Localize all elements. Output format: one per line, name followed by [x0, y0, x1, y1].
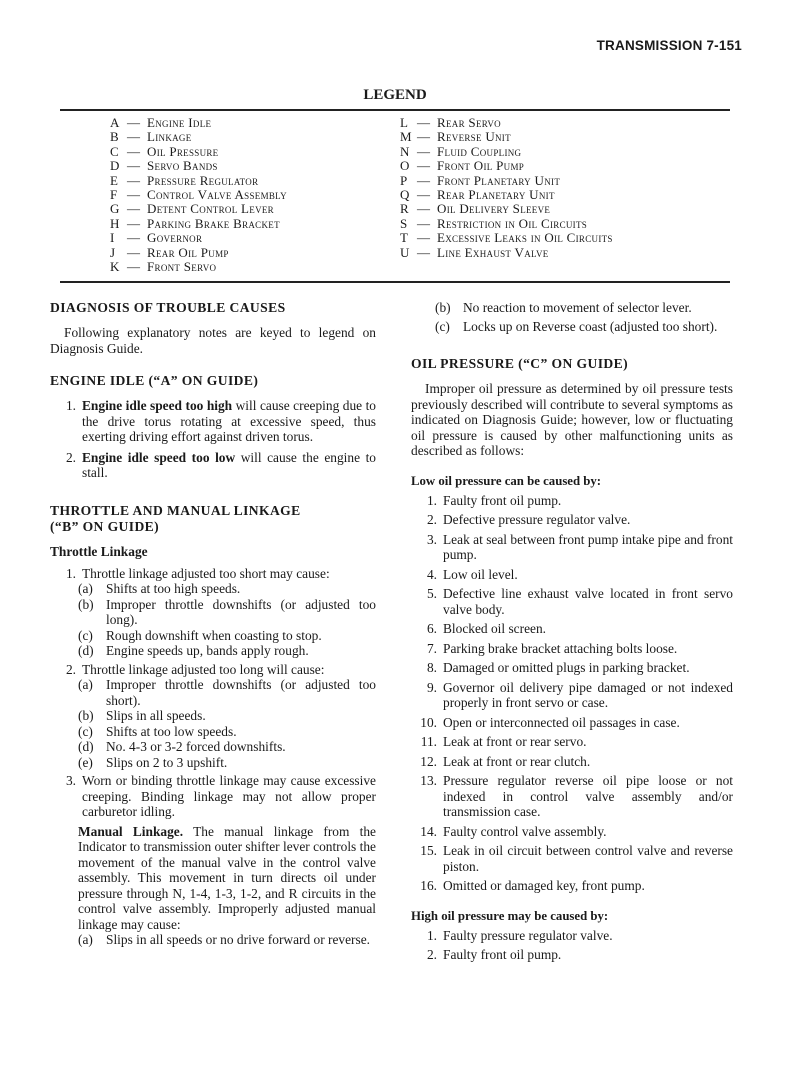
legend-letter: P	[400, 172, 408, 188]
item-text: Governor oil delivery pipe damaged or not indexed properly in front servo or case.	[443, 679, 733, 710]
legend-label: Engine Idle	[147, 115, 212, 130]
sub-item-letter: (c)	[435, 318, 450, 334]
legend-dash: —	[417, 172, 430, 188]
sub-item	[78, 581, 376, 597]
engine-idle-item	[54, 450, 376, 481]
sub-item-text: Shifts at too high speeds.	[106, 581, 241, 596]
legend-entry	[110, 231, 287, 245]
sub-item-letter: (a)	[78, 932, 93, 947]
legend-label: Control Valve Assembly	[147, 187, 287, 203]
sub-item-text: Engine speeds up, bands apply rough.	[106, 643, 309, 658]
sub-item-letter: (b)	[78, 708, 94, 723]
low-pressure-cause	[415, 843, 733, 874]
item-number: 3.	[426, 531, 437, 547]
item-number: 13.	[420, 773, 437, 788]
item-text: Faulty pressure regulator valve.	[443, 927, 613, 943]
legend-label: Front Planetary Unit	[437, 172, 561, 188]
item-number: 15.	[420, 843, 437, 858]
legend-dash: —	[417, 215, 430, 231]
legend-letter: E	[110, 172, 118, 188]
sub-item-text: Improper throttle downshifts (or adjusted too long).	[106, 596, 376, 627]
item-text: Throttle linkage adjusted too long will cause:	[82, 661, 325, 677]
item-number: 1.	[426, 927, 437, 943]
sub-item-letter: (c)	[78, 723, 93, 739]
sub-item-letter: (a)	[78, 581, 93, 596]
low-pressure-cause	[415, 493, 733, 509]
sub-item-text: Slips on 2 to 3 upshift.	[106, 754, 228, 770]
sub-item-letter: (c)	[78, 627, 93, 643]
legend-letter: A	[110, 115, 120, 130]
legend-entry	[400, 145, 613, 159]
sub-item-letter: (a)	[78, 677, 93, 692]
legend-label: Rear Oil Pump	[147, 244, 229, 260]
low-pressure-cause	[415, 715, 733, 731]
sub-item	[78, 739, 376, 755]
sub-item-letter: (b)	[78, 596, 94, 612]
legend-dash: —	[127, 187, 140, 203]
left-text-column	[50, 300, 376, 948]
legend-letter: T	[400, 230, 408, 246]
legend-dash: —	[417, 115, 430, 130]
legend-letter: U	[400, 244, 410, 260]
legend-label: Linkage	[147, 129, 192, 145]
legend-right-column	[400, 116, 613, 260]
legend-entry	[400, 116, 613, 130]
legend-dash: —	[127, 259, 140, 275]
legend-label: Reverse Unit	[437, 129, 511, 145]
legend-dash: —	[417, 187, 430, 203]
item-number: 1.	[65, 398, 76, 413]
manual-linkage-paragraph	[78, 824, 376, 933]
manual-linkage-lead: Manual Linkage.	[78, 823, 184, 839]
low-pressure-cause	[415, 773, 733, 820]
legend-letter: O	[400, 158, 410, 174]
item-text	[82, 450, 376, 481]
throttle-item	[54, 662, 376, 678]
low-pressure-cause	[415, 532, 733, 563]
legend-label: Line Exhaust Valve	[437, 244, 549, 260]
legend-title: LEGEND	[363, 87, 427, 103]
linkage-heading-line1: THROTTLE AND MANUAL LINKAGE	[50, 502, 301, 518]
item-text: Open or interconnected oil passages in case.	[443, 714, 680, 730]
sub-item	[78, 597, 376, 628]
manual-linkage-body: The manual linkage from the Indicator to transmission outer shifter lever controls the movement of the manual valve in the control valve assembly. This movement in turn directs oil under pressure through N, 1-4, 1-3, 1-2, and R circuits in the control valve assembly. Improperly adjusted manual linkage may cause:	[78, 823, 376, 932]
legend-letter: B	[110, 129, 119, 145]
item-text: Throttle linkage adjusted too short may cause:	[82, 565, 330, 581]
item-body: will cause creeping due to the drive torus rotating at excessive speed, thus exerting driving effort against driven torus.	[82, 398, 377, 444]
sub-item-text: No reaction to movement of selector lever.	[463, 300, 692, 315]
legend-dash: —	[127, 215, 140, 231]
item-number: 2.	[426, 947, 437, 962]
item-number: 2.	[65, 449, 76, 465]
legend-letter: M	[400, 129, 412, 145]
legend-label: Restriction in Oil Circuits	[437, 215, 588, 231]
sub-item-text: Rough downshift when coasting to stop.	[106, 627, 322, 643]
legend-entry	[400, 130, 613, 144]
sub-item-text: Slips in all speeds or no drive forward or reverse.	[106, 932, 371, 947]
legend-entry	[110, 260, 287, 274]
item-number: 16.	[420, 878, 437, 893]
legend-letter: K	[110, 259, 120, 275]
legend-entry	[400, 188, 613, 202]
sub-item	[78, 724, 376, 740]
sub-item	[78, 628, 376, 644]
legend-bottom-rule	[60, 281, 730, 283]
legend-entry	[400, 231, 613, 245]
legend-letter: I	[110, 230, 115, 246]
sub-item	[78, 708, 376, 724]
oil-pressure-heading: OIL PRESSURE (“C” ON GUIDE)	[411, 356, 629, 371]
legend-entry	[400, 174, 613, 188]
legend-entry	[400, 202, 613, 216]
legend-label: Rear Planetary Unit	[437, 187, 555, 203]
throttle-item	[54, 566, 376, 582]
sub-item	[78, 755, 376, 771]
sub-item	[435, 319, 733, 335]
legend-dash: —	[127, 129, 140, 145]
legend-letter: D	[110, 158, 120, 174]
legend-label: Excessive Leaks in Oil Circuits	[437, 230, 613, 246]
legend-letter: G	[110, 201, 120, 217]
item-text: Omitted or damaged key, front pump.	[443, 878, 645, 893]
sub-item-text: Shifts at too low speeds.	[106, 723, 237, 739]
low-pressure-cause	[415, 586, 733, 617]
sub-item-text: Slips in all speeds.	[106, 708, 206, 723]
item-text: Faulty control valve assembly.	[443, 823, 607, 839]
item-text	[82, 398, 376, 445]
legend-letter: L	[400, 115, 408, 130]
legend-label: Detent Control Lever	[147, 201, 274, 217]
high-pressure-cause	[415, 928, 733, 944]
legend-letter: Q	[400, 187, 410, 203]
legend-letter: N	[400, 143, 410, 159]
item-text: Leak in oil circuit between control valve and reverse piston.	[443, 843, 733, 874]
sub-item	[78, 643, 376, 659]
low-pressure-cause	[415, 734, 733, 750]
legend-dash: —	[417, 230, 430, 246]
item-text: Worn or binding throttle linkage may cause excessive creeping. Binding linkage may not allow proper carburetor idling.	[82, 773, 376, 819]
legend-dash: —	[417, 143, 430, 159]
legend-entry	[110, 130, 287, 144]
item-number: 5.	[426, 586, 437, 601]
legend-label: Front Oil Pump	[437, 158, 525, 174]
low-pressure-cause	[415, 660, 733, 676]
legend-label: Pressure Regulator	[147, 172, 259, 188]
sub-item-text: Improper throttle downshifts (or adjusted too short).	[106, 677, 376, 708]
throttle-linkage-heading: Throttle Linkage	[50, 543, 148, 559]
item-text: Defective line exhaust valve located in front servo valve body.	[443, 586, 733, 617]
legend-entry	[110, 217, 287, 231]
item-number: 3.	[65, 773, 76, 788]
sub-item	[435, 300, 733, 316]
item-number: 10.	[420, 714, 437, 730]
item-text: Damaged or omitted plugs in parking bracket.	[443, 660, 690, 675]
item-text: Blocked oil screen.	[443, 621, 546, 636]
diagnosis-intro: Following explanatory notes are keyed to legend on Diagnosis Guide.	[50, 325, 376, 356]
legend-dash: —	[127, 158, 140, 174]
item-bold-lead: Engine idle speed too low	[82, 449, 236, 465]
item-number: 1.	[65, 565, 76, 581]
low-pressure-cause	[415, 754, 733, 770]
legend-left-column	[110, 116, 287, 274]
engine-idle-item	[54, 398, 376, 445]
sub-item-text: Locks up on Reverse coast (adjusted too short).	[463, 318, 718, 334]
high-pressure-cause	[415, 947, 733, 963]
legend-dash: —	[127, 115, 140, 130]
item-number: 12.	[420, 753, 437, 769]
legend-label: Governor	[147, 230, 203, 246]
legend-dash: —	[127, 244, 140, 260]
legend-dash: —	[417, 244, 430, 260]
diagnosis-heading: DIAGNOSIS OF TROUBLE CAUSES	[50, 300, 286, 315]
item-text: Parking brake bracket attaching bolts loose.	[443, 640, 678, 656]
oil-pressure-intro: Improper oil pressure as determined by oil pressure tests previously described will contribute to several symptoms as indicated on Diagnosis Guide; however, low or fluctuating oil pressure is caused by other malfunctioning units as described as follows:	[411, 381, 733, 458]
legend-letter: H	[110, 215, 120, 231]
item-text: Low oil level.	[443, 566, 518, 582]
item-number: 9.	[426, 679, 437, 695]
item-bold-lead: Engine idle speed too high	[82, 398, 233, 413]
legend-letter: R	[400, 201, 409, 217]
item-text: Leak at front or rear servo.	[443, 734, 587, 749]
legend-entry	[400, 246, 613, 260]
legend-letter: F	[110, 187, 118, 203]
legend-letter: C	[110, 143, 119, 159]
item-text: Faulty front oil pump.	[443, 947, 562, 962]
legend-entry	[110, 246, 287, 260]
legend-entry	[110, 174, 287, 188]
high-oil-pressure-heading: High oil pressure may be caused by:	[411, 908, 609, 923]
legend-dash: —	[417, 129, 430, 145]
legend-label: Parking Brake Bracket	[147, 215, 280, 231]
linkage-heading-line2: (“B” ON GUIDE)	[50, 518, 160, 534]
legend-entry	[110, 145, 287, 159]
legend-dash: —	[127, 230, 140, 246]
sub-item	[78, 677, 376, 708]
sub-item-letter: (d)	[78, 739, 94, 754]
item-text: Defective pressure regulator valve.	[443, 512, 631, 527]
throttle-item	[54, 773, 376, 820]
legend-entry	[400, 159, 613, 173]
sub-item-text: No. 4-3 or 3-2 forced downshifts.	[106, 739, 286, 754]
legend-label: Front Servo	[147, 259, 217, 275]
item-number: 11.	[420, 734, 437, 749]
low-pressure-cause	[415, 621, 733, 637]
item-number: 8.	[426, 660, 437, 675]
legend-top-rule	[60, 109, 730, 111]
legend-dash: —	[127, 172, 140, 188]
item-text: Pressure regulator reverse oil pipe loose or not indexed in control valve assembly and/or transmission case.	[443, 773, 733, 819]
legend-dash: —	[127, 201, 140, 217]
low-pressure-cause	[415, 512, 733, 528]
legend-letter: S	[400, 215, 408, 231]
item-number: 2.	[65, 661, 76, 677]
item-number: 7.	[426, 640, 437, 656]
item-number: 6.	[426, 621, 437, 636]
legend-letter: J	[110, 244, 116, 260]
legend-label: Rear Servo	[437, 115, 501, 130]
sub-item-letter: (b)	[435, 300, 451, 315]
legend-dash: —	[417, 201, 430, 217]
item-body: will cause the engine to stall.	[82, 449, 376, 480]
right-text-column	[411, 300, 733, 963]
sub-item-letter: (d)	[78, 643, 94, 658]
legend-dash: —	[417, 158, 430, 174]
low-pressure-cause	[415, 641, 733, 657]
item-number: 14.	[420, 823, 437, 839]
legend-label: Oil Delivery Sleeve	[437, 201, 551, 217]
legend-label: Fluid Coupling	[437, 143, 522, 159]
low-pressure-cause	[415, 567, 733, 583]
item-text: Leak at front or rear clutch.	[443, 753, 591, 769]
low-oil-pressure-heading: Low oil pressure can be caused by:	[411, 473, 602, 488]
legend-entry	[110, 116, 287, 130]
legend-entry	[110, 188, 287, 202]
engine-idle-heading: ENGINE IDLE (“A” ON GUIDE)	[50, 373, 259, 388]
low-pressure-cause	[415, 878, 733, 894]
running-head: TRANSMISSION 7-151	[596, 38, 742, 53]
legend-dash: —	[127, 143, 140, 159]
low-pressure-cause	[415, 680, 733, 711]
item-text: Leak at seal between front pump intake pipe and front pump.	[443, 531, 733, 562]
legend-entry	[400, 217, 613, 231]
legend-entry	[110, 202, 287, 216]
item-number: 1.	[426, 492, 437, 508]
item-number: 2.	[426, 512, 437, 527]
item-number: 4.	[426, 566, 437, 582]
legend-entry	[110, 159, 287, 173]
legend-label: Oil Pressure	[147, 143, 219, 159]
legend-label: Servo Bands	[147, 158, 218, 174]
low-pressure-cause	[415, 824, 733, 840]
item-text: Faulty front oil pump.	[443, 492, 562, 508]
sub-item-letter: (e)	[78, 754, 93, 770]
sub-item	[78, 932, 376, 948]
